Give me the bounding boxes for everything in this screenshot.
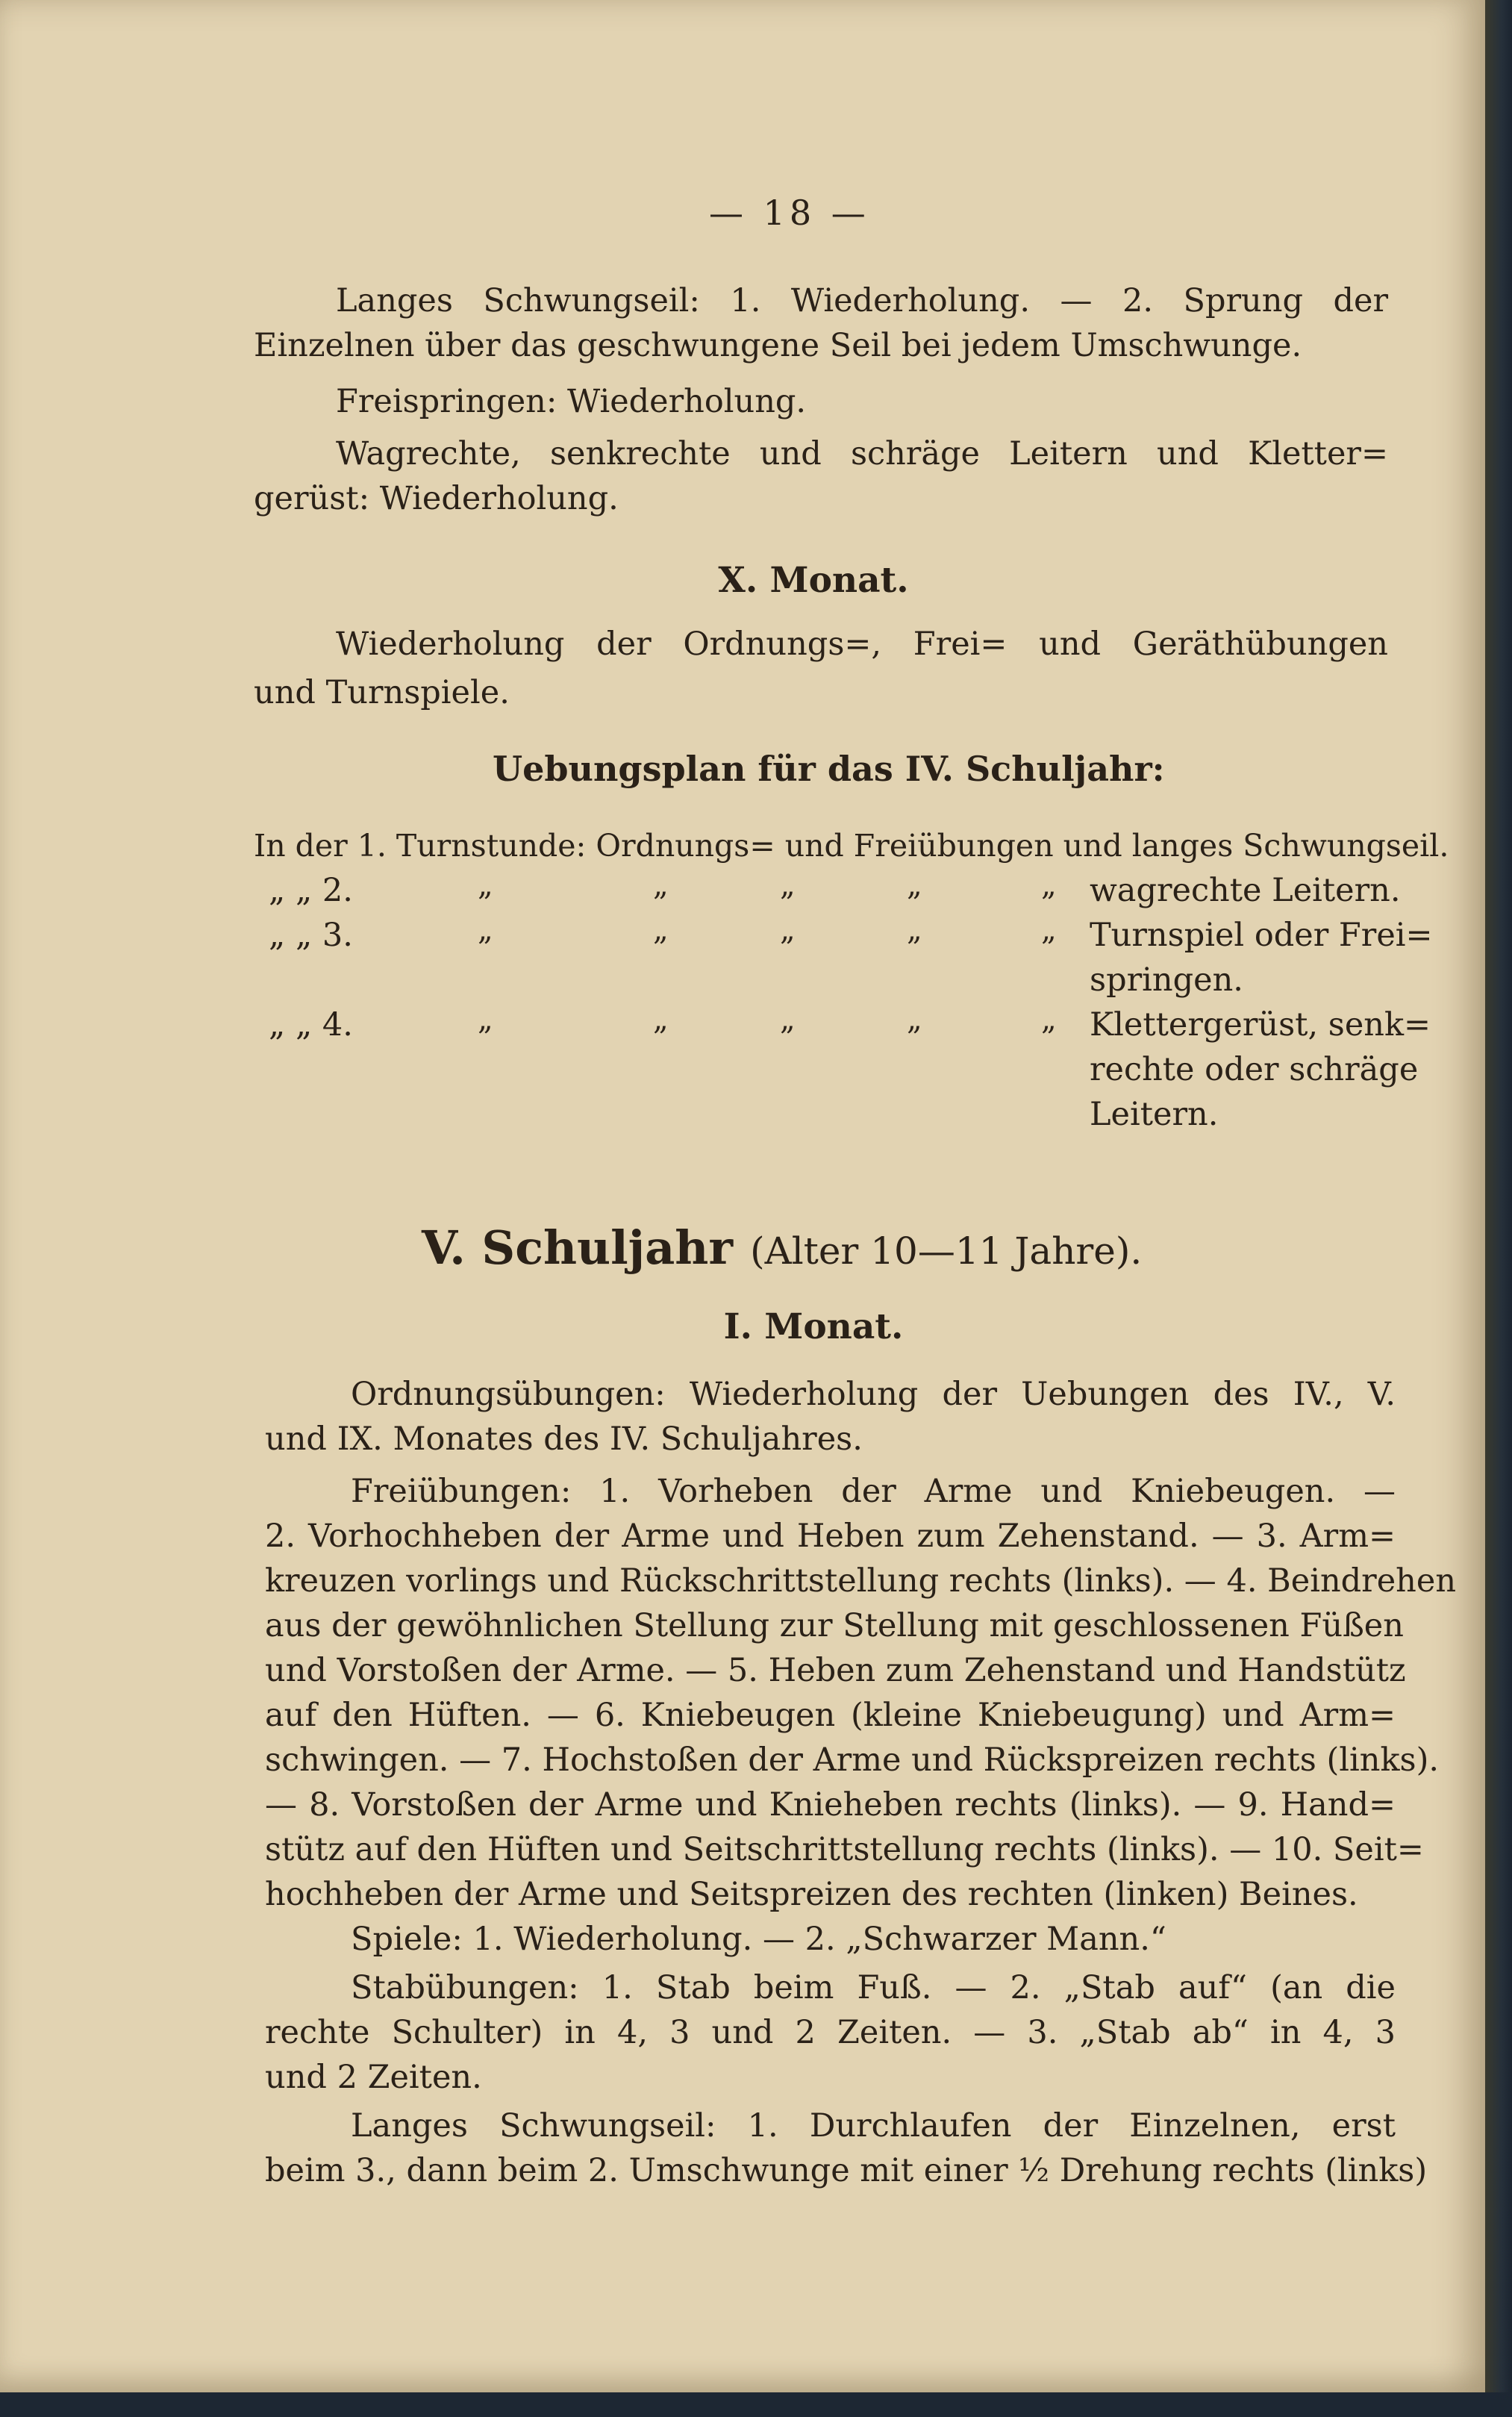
page-bottom-edge (0, 2392, 1512, 2417)
section-title-main: V. Schuljahr (422, 1220, 734, 1275)
plan-row-text: Klettergerüst, senk= (1090, 1006, 1431, 1044)
ditto-mark: „ (907, 1002, 922, 1037)
text-line: aus der gewöhnlichen Stellung zur Stellung mit geschlossenen Füßen (265, 1607, 1404, 1644)
text-line: beim 3., dann beim 2. Umschwunge mit einer ½ Drehung rechts (links) (265, 2152, 1428, 2189)
text-line: kreuzen vorlings und Rückschrittstellung rechts (links). — 4. Beindrehen (265, 1562, 1457, 1600)
text-line: gerüst: Wiederholung. (254, 480, 619, 517)
text-line: Spiele: 1. Wiederholung. — 2. „Schwarzer Mann.“ (351, 1921, 1166, 1958)
text-line: Wiederholung der Ordnungs=, Frei= und Geräthübungen (336, 626, 1388, 663)
section-title-age: (Alter 10—11 Jahre). (750, 1229, 1143, 1273)
plan-row-text: Turnspiel oder Frei= (1090, 917, 1433, 954)
text-line: schwingen. — 7. Hochstoßen der Arme und Rückspreizen rechts (links). (265, 1741, 1440, 1779)
text-line: rechte Schulter) in 4, 3 und 2 Zeiten. — 3. „Stab ab“ in 4, 3 (265, 2014, 1396, 2051)
text-line: Ordnungsübungen: Wiederholung der Uebungen des IV., V. (351, 1376, 1396, 1413)
plan-row-number: „ „ 4. (269, 1006, 353, 1044)
ditto-mark: „ (478, 868, 493, 902)
month-heading: X. Monat. (718, 560, 909, 601)
plan-row-text: wagrechte Leitern. (1090, 872, 1401, 909)
ditto-mark: „ (653, 913, 669, 947)
text-line: Stabübungen: 1. Stab beim Fuß. — 2. „Stab auf“ (an die (351, 1969, 1396, 2006)
text-line: Langes Schwungseil: 1. Wiederholung. — 2. Sprung der (336, 282, 1388, 319)
text-line: Einzelnen über das geschwungene Seil bei jedem Umschwunge. (254, 327, 1302, 364)
plan-row-number: „ „ 2. (269, 872, 353, 909)
plan-row-text: springen. (1090, 961, 1243, 999)
text-line: Freiübungen: 1. Vorheben der Arme und Kniebeugen. — (351, 1473, 1396, 1510)
text-line: Freispringen: Wiederholung. (336, 383, 807, 420)
text-line: Wagrechte, senkrechte und schräge Leitern und Kletter= (336, 435, 1388, 473)
plan-heading: Uebungsplan für das IV. Schuljahr: (493, 749, 1165, 789)
page-number: — 18 — (709, 193, 870, 233)
ditto-mark: „ (653, 868, 669, 902)
ditto-mark: „ (1041, 868, 1057, 902)
text-line: und IX. Monates des IV. Schuljahres. (265, 1420, 863, 1458)
ditto-mark: „ (907, 868, 922, 902)
plan-row-number: „ „ 3. (269, 917, 353, 954)
ditto-mark: „ (478, 913, 493, 947)
text-line: und 2 Zeiten. (265, 2059, 482, 2096)
ditto-mark: „ (780, 868, 796, 902)
ditto-mark: „ (1041, 1002, 1057, 1037)
text-line: und Vorstoßen der Arme. — 5. Heben zum Zehenstand und Handstütz (265, 1652, 1406, 1689)
text-line: — 8. Vorstoßen der Arme und Knieheben rechts (links). — 9. Hand= (265, 1786, 1396, 1824)
ditto-mark: „ (780, 913, 796, 947)
text-line: Langes Schwungseil: 1. Durchlaufen der Einzelnen, erst (351, 2107, 1396, 2145)
book-spine (1485, 0, 1512, 2417)
text-line: hochheben der Arme und Seitspreizen des rechten (linken) Beines. (265, 1876, 1358, 1913)
plan-row-text: Leitern. (1090, 1096, 1219, 1133)
text-line: 2. Vorhochheben der Arme und Heben zum Zehenstand. — 3. Arm= (265, 1518, 1396, 1555)
ditto-mark: „ (1041, 913, 1057, 947)
ditto-mark: „ (653, 1002, 669, 1037)
ditto-mark: „ (478, 1002, 493, 1037)
ditto-mark: „ (780, 1002, 796, 1037)
ditto-mark: „ (907, 913, 922, 947)
plan-row: In der 1. Turnstunde: Ordnungs= und Freiübungen und langes Schwungseil. (254, 828, 1449, 864)
text-line: und Turnspiele. (254, 674, 510, 711)
text-line: auf den Hüften. — 6. Kniebeugen (kleine Kniebeugung) und Arm= (265, 1697, 1396, 1734)
text-line: stütz auf den Hüften und Seitschrittstellung rechts (links). — 10. Seit= (265, 1831, 1424, 1868)
section-title (422, 1220, 1142, 1275)
month-heading: I. Monat. (723, 1306, 904, 1347)
plan-row-text: rechte oder schräge (1090, 1051, 1419, 1088)
